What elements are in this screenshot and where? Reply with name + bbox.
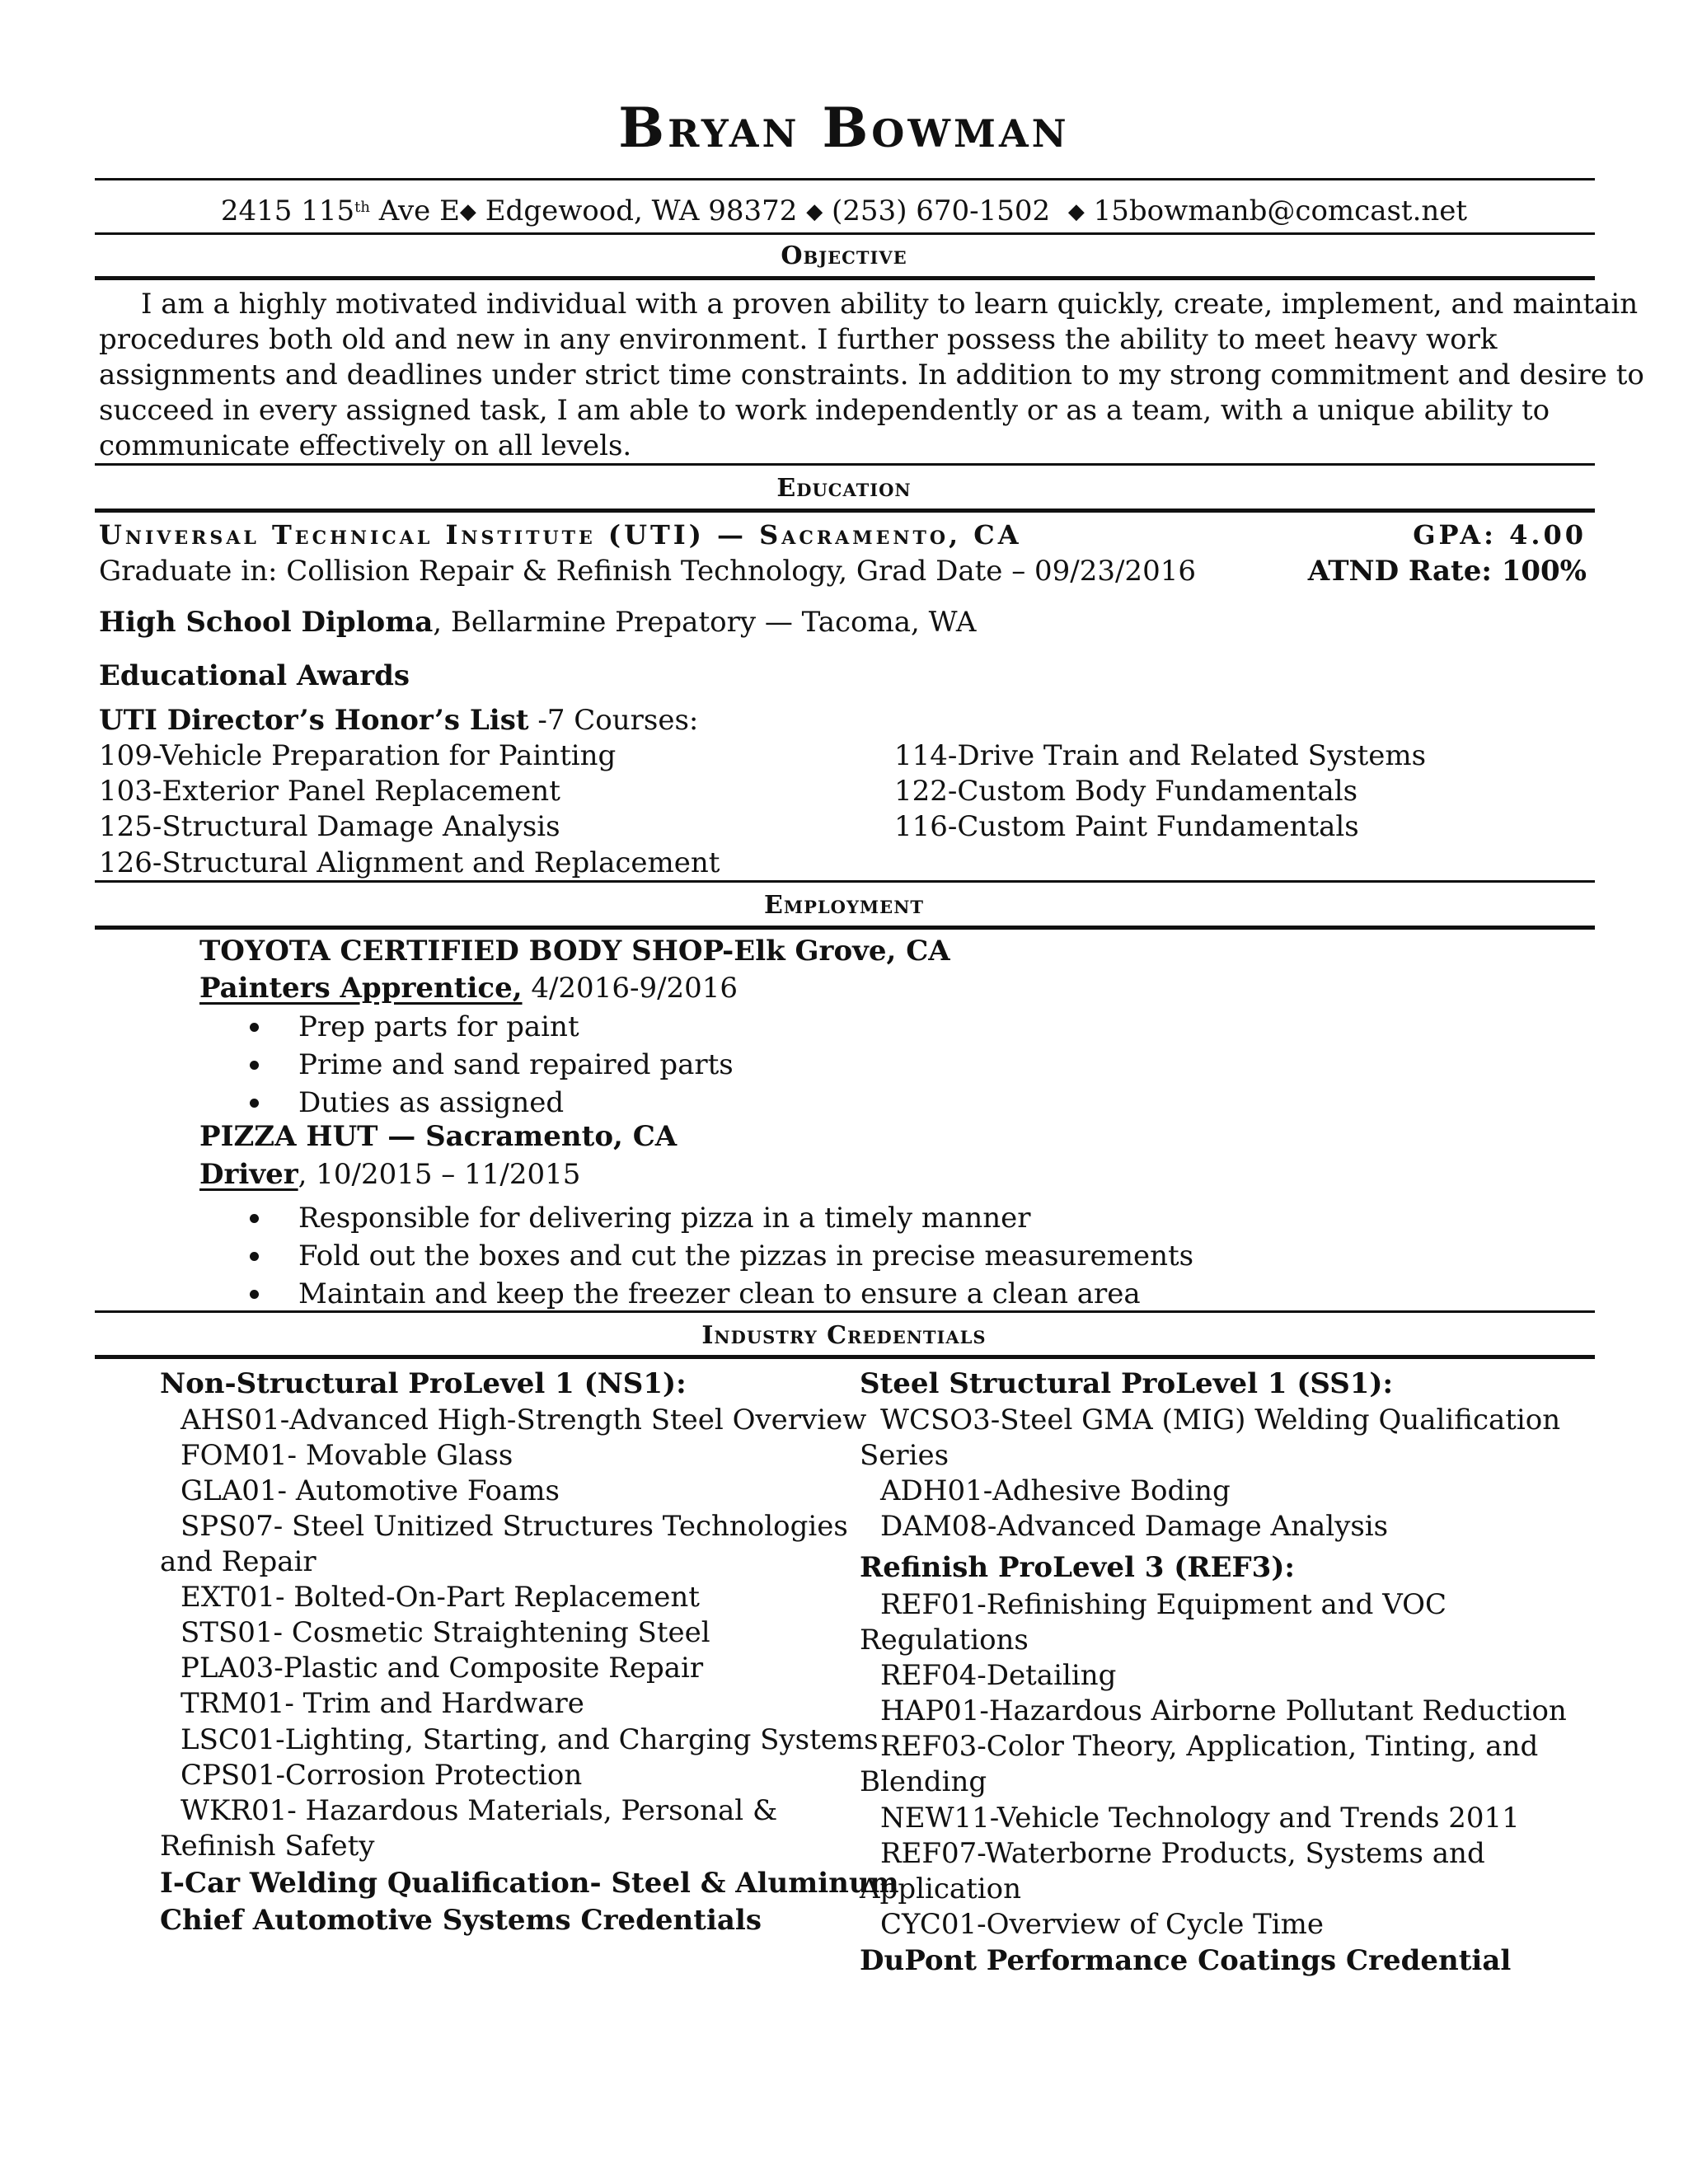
job-duty: Responsible for delivering pizza in a timely manner [298,1202,1031,1235]
attendance-rate: ATND Rate: 100% [1307,555,1587,588]
education-heading: Education [776,474,912,503]
credential-item: CPS01-Corrosion Protection [181,1759,583,1792]
job-title: Painters Apprentice, [199,972,523,1005]
job-title: Driver [199,1158,298,1191]
address-street-number: 2415 115 [220,194,355,227]
credential-item: PLA03-Plastic and Composite Repair [181,1652,704,1685]
honor-list-title: UTI Director’s Honor’s List [99,704,529,737]
bullet-icon [250,1099,259,1108]
credential-item: REF01-Refinishing Equipment and VOC [880,1588,1447,1621]
contact-line [0,191,1688,228]
employment-top-rule [95,880,1595,883]
objective-line: procedures both old and new in any environment. I further possess the ability to meet heavy work [99,323,1498,356]
credential-bold-item: I-Car Welding Qualification- Steel & Aluminum [160,1867,899,1900]
credential-item: WKR01- Hazardous Materials, Personal & [181,1794,778,1827]
objective-bottom-rule [95,276,1595,280]
awards-heading: Educational Awards [99,659,410,692]
objective-line: I am a highly motivated individual with a proven ability to learn quickly, create, implement, and maintain [141,288,1639,321]
diploma-school: , Bellarmine Prepatory — Tacoma, WA [433,606,977,639]
objective-line: succeed in every assigned task, I am able to work independently or as a team, with a unique ability to [99,394,1550,427]
credentials-bottom-rule [95,1355,1595,1359]
bullet-icon [250,1252,259,1261]
credential-item: REF07-Waterborne Products, Systems and [880,1837,1485,1870]
credential-item: FOM01- Movable Glass [181,1439,513,1472]
course-item: 109-Vehicle Preparation for Painting [99,739,617,772]
job-dates: 4/2016-9/2016 [522,972,738,1005]
credential-item: ADH01-Adhesive Boding [880,1474,1231,1507]
address-city: Edgewood, WA 98372 [485,194,798,227]
credential-item: AHS01-Advanced High-Strength Steel Overview [181,1404,867,1436]
gpa: GPA: 4.00 [1413,519,1587,551]
credential-item-continued: Series [860,1439,950,1472]
credential-item: REF04-Detailing [880,1659,1117,1692]
credential-item: HAP01-Hazardous Airborne Pollutant Reduction [880,1694,1567,1727]
credential-item: DAM08-Advanced Damage Analysis [880,1510,1389,1543]
job-duty: Maintain and keep the freezer clean to ensure a clean area [298,1277,1141,1310]
credential-item: LSC01-Lighting, Starting, and Charging Systems [181,1723,879,1756]
job-duty: Prime and sand repaired parts [298,1048,734,1081]
job-duty: Prep parts for paint [298,1010,579,1043]
objective-line: assignments and deadlines under strict time constraints. In addition to my strong commitment and desire to [99,359,1644,391]
diploma-line [99,605,976,640]
credential-item: CYC01-Overview of Cycle Time [880,1908,1325,1941]
address-ordinal: th [354,199,370,216]
course-item: 116-Custom Paint Fundamentals [894,810,1359,843]
header-divider [95,178,1595,180]
employment-bottom-rule [95,926,1595,930]
bullet-icon [250,1214,259,1223]
phone-number: (253) 670-1502 [832,194,1051,227]
credential-item-continued: and Repair [160,1545,316,1578]
course-item: 114-Drive Train and Related Systems [894,739,1427,772]
credential-bold-item: DuPont Performance Coatings Credential [860,1944,1512,1977]
job-duty: Duties as assigned [298,1086,565,1119]
objective-line: communicate effectively on all levels. [99,429,632,462]
program-details: Graduate in: Collision Repair & Refinish Technology, Grad Date – 09/23/2016 [99,555,1196,588]
employer-name: PIZZA HUT — Sacramento, CA [199,1120,678,1153]
credential-item-continued: Refinish Safety [160,1830,375,1863]
email-address: 15bowmanb@comcast.net [1093,194,1468,227]
address-street-name: Ave E [369,194,460,227]
candidate-name: Bryan Bowman [618,96,1070,160]
diamond-separator-icon: ◆ [1067,199,1085,224]
honor-list-line [99,703,698,738]
credential-group-heading: Steel Structural ProLevel 1 (SS1): [860,1367,1394,1400]
job-dates: , 10/2015 – 11/2015 [298,1158,581,1191]
credential-item: REF03-Color Theory, Application, Tinting, and [880,1730,1539,1763]
education-bottom-rule [95,509,1595,513]
credential-item: WCSO3-Steel GMA (MIG) Welding Qualification [880,1404,1561,1436]
credential-group-heading: Refinish ProLevel 3 (REF3): [860,1551,1295,1584]
credential-item: GLA01- Automotive Foams [181,1474,560,1507]
diamond-separator-icon: ◆ [806,199,823,224]
credential-bold-item: Chief Automotive Systems Credentials [160,1904,762,1937]
credential-item: TRM01- Trim and Hardware [181,1687,584,1720]
credential-item: SPS07- Steel Unitized Structures Technologies [181,1510,848,1543]
credential-item: NEW11-Vehicle Technology and Trends 2011 [880,1802,1520,1835]
credentials-heading: Industry Credentials [701,1321,987,1350]
honor-list-count: -7 Courses: [528,704,699,737]
credential-group-heading: Non-Structural ProLevel 1 (NS1): [160,1367,687,1400]
course-item: 122-Custom Body Fundamentals [894,775,1358,808]
objective-top-rule [95,232,1595,235]
job-title-line [199,1157,580,1192]
bullet-icon [250,1023,259,1032]
credential-item: STS01- Cosmetic Straightening Steel [181,1616,710,1649]
school-name: Universal Technical Institute (UTI) — Sacramento, CA [99,519,1022,551]
credential-item-continued: Blending [860,1765,987,1798]
credentials-top-rule [95,1310,1595,1313]
credential-item-continued: Application [860,1872,1022,1905]
bullet-icon [250,1290,259,1299]
employer-name: TOYOTA CERTIFIED BODY SHOP-Elk Grove, CA [199,935,950,968]
bullet-icon [250,1061,259,1070]
diamond-separator-icon: ◆ [459,199,476,224]
employment-heading: Employment [763,891,925,920]
objective-heading: Objective [781,241,907,270]
credential-item-continued: Regulations [860,1624,1029,1657]
course-item: 126-Structural Alignment and Replacement [99,846,720,879]
course-item: 103-Exterior Panel Replacement [99,775,560,808]
diploma-title: High School Diploma [99,606,434,639]
course-item: 125-Structural Damage Analysis [99,810,560,843]
credential-item: EXT01- Bolted-On-Part Replacement [181,1581,700,1614]
job-title-line [199,971,738,1005]
job-duty: Fold out the boxes and cut the pizzas in precise measurements [298,1240,1194,1272]
education-top-rule [95,463,1595,466]
